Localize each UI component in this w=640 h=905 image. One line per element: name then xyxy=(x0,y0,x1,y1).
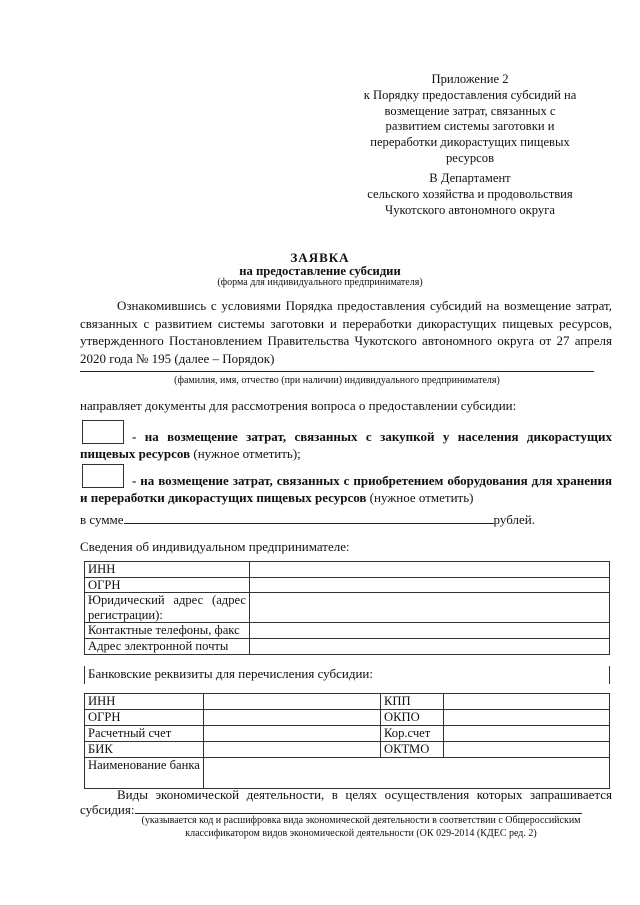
bank-heading: Банковские реквизиты для перечисления субсидии: xyxy=(84,666,610,684)
option-1 xyxy=(80,428,612,462)
row-label: Контактные телефоны, факс xyxy=(85,623,250,639)
bank-label: ОКПО xyxy=(381,710,444,726)
table-row xyxy=(85,638,610,654)
table-row xyxy=(85,593,610,623)
sum-suffix: рублей. xyxy=(493,512,535,527)
bank-value-cell[interactable] xyxy=(204,710,381,726)
table-row xyxy=(85,562,610,578)
table-row xyxy=(85,742,610,758)
row-label: Адрес электронной почты xyxy=(85,638,250,654)
bank-value-cell[interactable] xyxy=(204,742,381,758)
entrepreneur-info-table xyxy=(84,561,610,655)
bank-value-cell[interactable] xyxy=(204,758,610,789)
appendix-line: ресурсов xyxy=(445,150,495,165)
appendix-line: развитием системы заготовки и xyxy=(385,119,555,134)
economic-activity-note: (указывается код и расшифровка вида экономической деятельности в соответствии с Общероссийским классификатором видов экономической деятельности (ОК 029-2014 (КДЕС ред. 2) xyxy=(141,815,581,839)
bank-value-cell[interactable] xyxy=(204,726,381,742)
bank-label: Наименование банка xyxy=(85,758,204,789)
appendix-line: Приложение 2 xyxy=(431,72,509,86)
row-label: Юридический адрес (адрес регистрации): xyxy=(85,593,250,623)
intro-paragraph: Ознакомившись с условиями Порядка предоставления субсидий на возмещение затрат, связанных с развитием системы заготовки и переработки дикорастущих пищевых ресурсов, утвержденного Постановлением Правительства Чукотского автономного округа от 27 апреля 2020 года № 195 (далее – Порядок) xyxy=(80,298,612,366)
sum-line xyxy=(80,512,535,528)
bank-value-cell[interactable] xyxy=(444,710,610,726)
appendix-block xyxy=(340,72,600,167)
bank-value-cell[interactable] xyxy=(444,726,610,742)
row-value-cell[interactable] xyxy=(250,638,610,654)
row-value-cell[interactable] xyxy=(250,562,610,578)
bank-label: БИК xyxy=(85,742,204,758)
row-value-cell[interactable] xyxy=(250,593,610,623)
bank-label: КПП xyxy=(381,694,444,710)
table-row xyxy=(85,623,610,639)
option-1-label: - на возмещение затрат, связанных с закупкой у населения дикорастущих пищевых ресурсов xyxy=(80,429,612,461)
appendix-line: переработки дикорастущих пищевых xyxy=(370,135,570,150)
bank-label: Кор.счет xyxy=(381,726,444,742)
option-2-note: (нужное отметить) xyxy=(366,490,474,505)
option-2 xyxy=(80,472,612,506)
bank-label: ИНН xyxy=(85,694,204,710)
entrepreneur-info-heading: Сведения об индивидуальном предпринимателе: xyxy=(80,539,350,554)
fio-input-line[interactable] xyxy=(80,371,594,372)
recipient-block xyxy=(340,171,600,218)
appendix-line: к Порядку предоставления субсидий на xyxy=(363,87,577,102)
appendix-line: возмещение затрат, связанных с xyxy=(384,103,556,118)
bank-value-cell[interactable] xyxy=(444,742,610,758)
row-value-cell[interactable] xyxy=(250,623,610,639)
document-subtitle: на предоставление субсидии xyxy=(239,264,401,278)
economic-activity-text: Виды экономической деятельности, в целях осуществления которых запрашивается субсидия: xyxy=(80,787,612,817)
row-label: ИНН xyxy=(85,562,250,578)
bank-value-cell[interactable] xyxy=(444,694,610,710)
row-label: ОГРН xyxy=(85,577,250,593)
economic-activity-input-line[interactable] xyxy=(135,813,582,814)
option-1-note: (нужное отметить); xyxy=(190,446,301,461)
sum-prefix: в сумме xyxy=(80,512,124,527)
table-row xyxy=(85,577,610,593)
table-row xyxy=(85,694,610,710)
table-row xyxy=(85,726,610,742)
bank-details-table xyxy=(84,693,610,789)
option-2-label: - на возмещение затрат, связанных с приобретением оборудования для хранения и переработки дикорастущих пищевых ресурсов xyxy=(80,473,612,505)
row-value-cell[interactable] xyxy=(250,577,610,593)
recipient-line: Чукотского автономного округа xyxy=(385,202,555,217)
recipient-line: сельского хозяйства и продовольствия xyxy=(367,186,573,201)
fio-caption: (фамилия, имя, отчество (при наличии) индивидуального предпринимателя) xyxy=(174,375,500,386)
recipient-line: В Департамент xyxy=(429,171,511,185)
bank-label: ОГРН xyxy=(85,710,204,726)
bank-label: Расчетный счет xyxy=(85,726,204,742)
sends-text: направляет документы для рассмотрения вопроса о предоставлении субсидии: xyxy=(80,398,517,413)
form-note: (форма для индивидуального предпринимателя) xyxy=(217,277,423,288)
bank-label: ОКТМО xyxy=(381,742,444,758)
table-row xyxy=(85,710,610,726)
sum-input[interactable] xyxy=(124,513,494,524)
bank-value-cell[interactable] xyxy=(204,694,381,710)
document-title: ЗАЯВКА xyxy=(290,250,350,265)
table-row xyxy=(85,758,610,789)
